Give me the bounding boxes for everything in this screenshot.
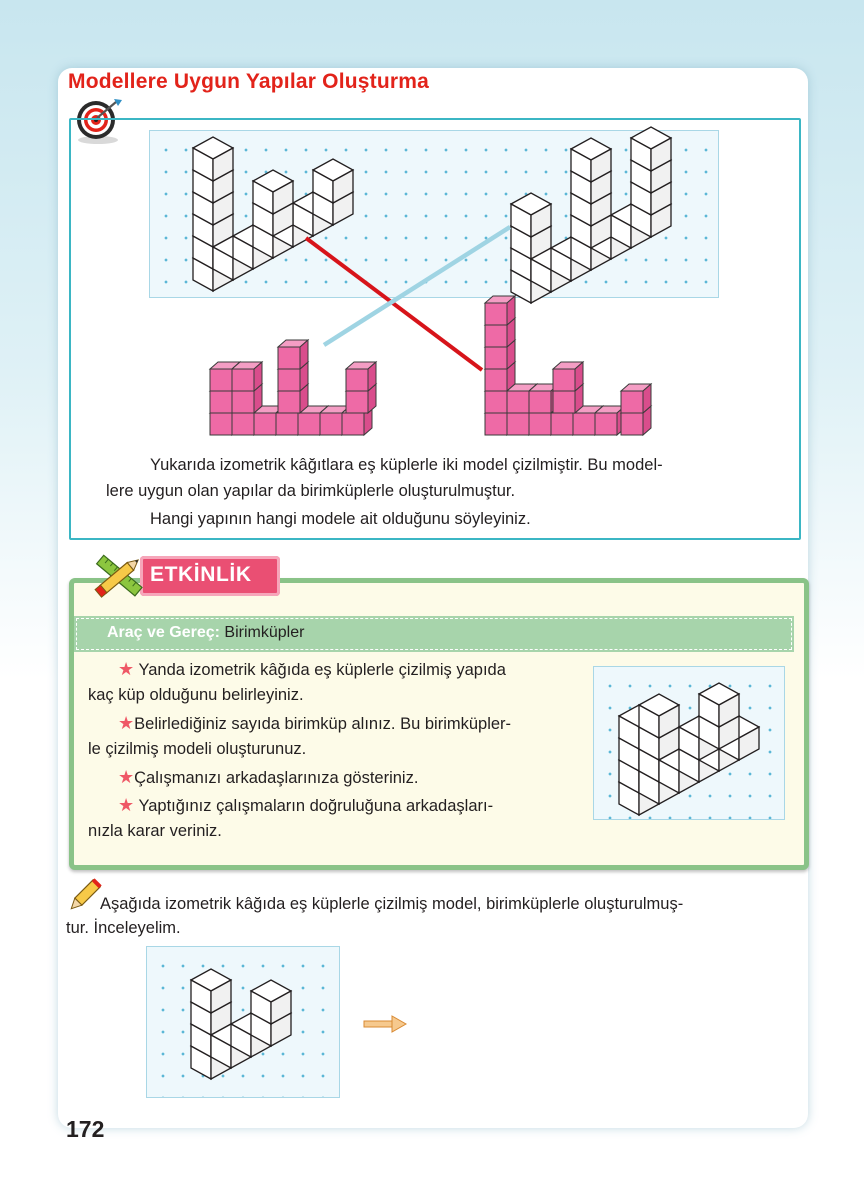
activity-item-4-line-1: Yaptığınız çalışmaların doğruluğuna arkadaşları- xyxy=(138,797,494,815)
activity-item-3-line-1: Çalışmanızı arkadaşlarınıza gösteriniz. xyxy=(134,769,419,787)
tools-label: Araç ve Gereç: xyxy=(107,624,220,641)
intro-paragraph-1: Yukarıda izometrik kâğıtlara eş küplerle iki model çizilmiştir. Bu model- xyxy=(150,456,663,474)
activity-item-2-line-1: Belirlediğiniz sayıda birimküp alınız. Bu birimküpler- xyxy=(134,715,512,733)
activity-item-1-line-2: kaç küp olduğunu belirleyiniz. xyxy=(88,686,304,704)
arrow-right-icon xyxy=(362,1014,410,1034)
star-icon: ★ xyxy=(118,713,135,733)
tools-value: Birimküpler xyxy=(224,624,305,641)
star-icon: ★ xyxy=(118,659,135,679)
activity-tab-label: ETKİNLİK xyxy=(150,563,252,586)
page-number: 172 xyxy=(66,1116,105,1142)
intro-paragraph-2: Hangi yapının hangi modele ait olduğunu söyleyiniz. xyxy=(150,510,531,528)
activity-item-4-line-2: nızla karar veriniz. xyxy=(88,822,222,840)
star-icon: ★ xyxy=(118,767,135,787)
star-icon: ★ xyxy=(118,795,135,815)
section-title: Modellere Uygun Yapılar Oluşturma xyxy=(68,70,429,93)
activity-item-1-line-1: Yanda izometrik kâğıda eş küplerle çizilmiş yapıda xyxy=(138,661,506,679)
activity-item-2-line-2: le çizilmiş modeli oluşturunuz. xyxy=(88,740,307,758)
example-line-2: tur. İnceleyelim. xyxy=(66,919,181,937)
intro-paragraph-1b: lere uygun olan yapılar da birimküplerle oluşturulmuştur. xyxy=(106,482,516,500)
example-line-1: Aşağıda izometrik kâğıda eş küplerle çizilmiş model, birimküplerle oluşturulmuş- xyxy=(100,895,684,913)
